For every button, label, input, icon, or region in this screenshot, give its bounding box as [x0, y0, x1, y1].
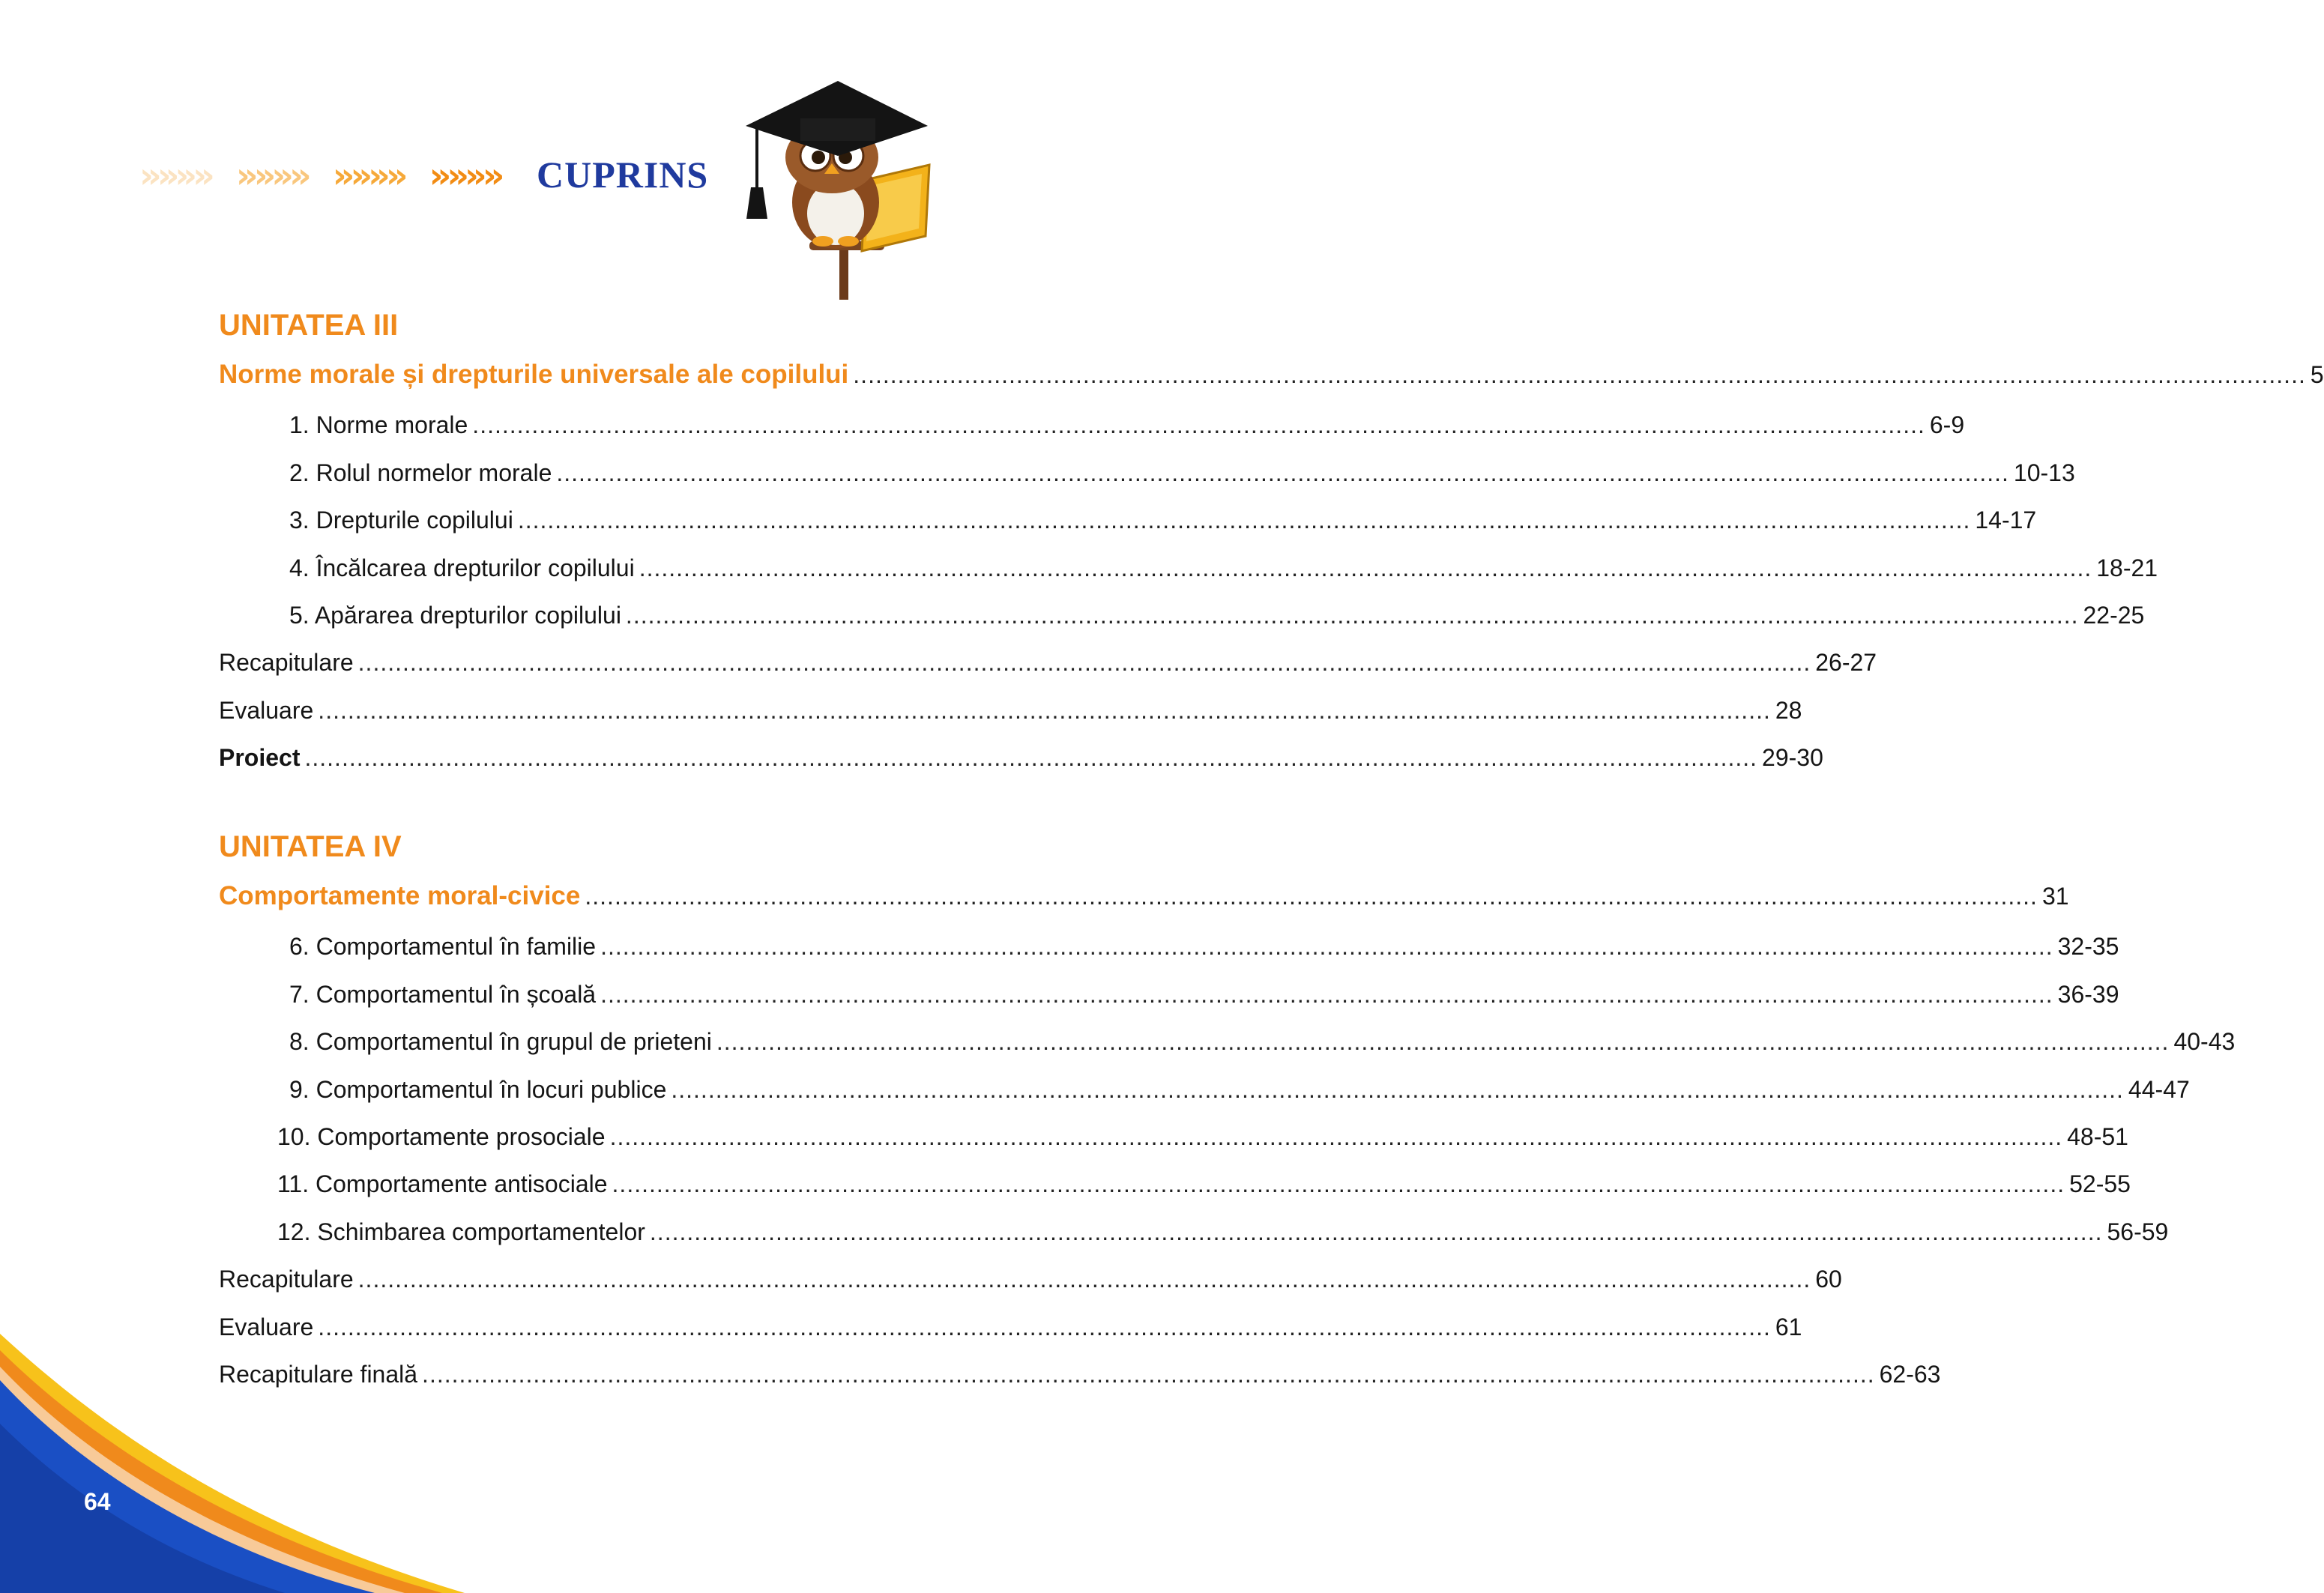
toc-leader: .................................................................................................................................................................................................... [318, 697, 1771, 724]
toc-lesson-title: 6. Comportamentul în familie [289, 933, 597, 960]
toc-extra-row[interactable] [219, 743, 1823, 773]
toc-lesson-title: 2. Rolul normelor morale [289, 459, 552, 486]
toc-lesson-row[interactable] [277, 1122, 2128, 1152]
toc-extra-row[interactable] [219, 695, 1802, 725]
toc-extra-title: Recapitulare [219, 1266, 354, 1293]
toc-leader: .................................................................................................................................................................................................... [671, 1076, 2124, 1103]
toc-page-number: 18-21 [2096, 554, 2158, 581]
toc-page-number: 32-35 [2057, 933, 2119, 960]
toc-page-number: 14-17 [1975, 507, 2037, 533]
chevron-icon: »»»» [332, 155, 404, 196]
chevron-icon: »»»» [235, 155, 307, 196]
toc-leader: .................................................................................................................................................................................................... [304, 744, 1758, 771]
toc-leader: .................................................................................................................................................................................................... [600, 933, 2053, 960]
toc-page-number: 6-9 [1929, 411, 1965, 438]
toc-leader: .................................................................................................................................................................................................... [716, 1028, 2170, 1055]
toc-section-title: Norme morale și drepturile universale ale copilului [219, 360, 849, 389]
toc-page-number: 26-27 [1815, 649, 1877, 676]
toc-page-number: 52-55 [2069, 1170, 2131, 1197]
page-title: CUPRINS [537, 154, 709, 196]
toc-section-row[interactable] [219, 881, 2069, 911]
toc-leader: .................................................................................................................................................................................................... [357, 1266, 1811, 1293]
chevron-icon: »»»» [429, 155, 501, 196]
toc-page-number: 10-13 [2013, 459, 2075, 486]
toc-page-number: 40-43 [2173, 1028, 2236, 1055]
corner-swoosh [0, 1334, 465, 1593]
toc-page-number: 44-47 [2128, 1076, 2190, 1103]
header-chevrons [139, 156, 501, 195]
toc-section-row[interactable] [219, 360, 2324, 390]
unit-heading: UNITATEA III [219, 309, 399, 342]
toc-lesson-title: 12. Schimbarea comportamentelor [277, 1218, 645, 1245]
toc-page-number: 62-63 [1879, 1361, 1941, 1388]
toc-lesson-row[interactable] [289, 553, 2158, 583]
toc-lesson-row[interactable] [289, 1027, 2236, 1057]
toc-leader: .................................................................................................................................................................................................... [853, 361, 2306, 388]
toc-page-number: 60 [1815, 1266, 1842, 1293]
toc-extra-title: Recapitulare finală [219, 1361, 418, 1388]
toc-leader: .................................................................................................................................................................................................... [585, 883, 2038, 910]
toc-lesson-title: 7. Comportamentul în școală [289, 981, 597, 1008]
toc-leader: .................................................................................................................................................................................................... [422, 1361, 1875, 1388]
toc-lesson-row[interactable] [289, 1074, 2190, 1104]
toc-page-number: 5 [2310, 361, 2324, 388]
toc-page-number: 36-39 [2057, 981, 2119, 1008]
toc-leader: .................................................................................................................................................................................................... [612, 1170, 2065, 1197]
toc-lesson-title: 3. Drepturile copilului [289, 507, 513, 533]
chevron-icon: »»»» [139, 155, 211, 196]
toc-page-number: 56-59 [2107, 1218, 2169, 1245]
toc-page-number: 48-51 [2067, 1123, 2128, 1150]
toc-lesson-title: 1. Norme morale [289, 411, 468, 438]
toc-lesson-title: 4. Încălcarea drepturilor copilului [289, 554, 635, 581]
toc-lesson-row[interactable] [289, 505, 2037, 535]
toc-lesson-row[interactable] [277, 1169, 2131, 1199]
toc-leader: .................................................................................................................................................................................................... [318, 1314, 1771, 1340]
toc-leader: .................................................................................................................................................................................................... [472, 411, 1925, 438]
toc-extra-row[interactable] [219, 647, 1877, 677]
toc-extra-title: Proiect [219, 744, 301, 771]
toc-page-number: 31 [2041, 883, 2069, 910]
toc-extra-title: Evaluare [219, 697, 314, 724]
toc-extra-row[interactable] [219, 1264, 1842, 1294]
toc-section-title: Comportamente moral-civice [219, 881, 581, 910]
toc-lesson-title: 9. Comportamentul în locuri publice [289, 1076, 667, 1103]
toc-page-number: 28 [1775, 697, 1802, 724]
toc-lesson-row[interactable] [289, 458, 2075, 488]
toc-lesson-row[interactable] [277, 1217, 2169, 1247]
toc-lesson-title: 11. Comportamente antisociale [277, 1170, 608, 1197]
unit-heading: UNITATEA IV [219, 830, 402, 863]
toc-leader: .................................................................................................................................................................................................... [517, 507, 1971, 533]
toc-leader: .................................................................................................................................................................................................... [556, 459, 2009, 486]
toc-page-number: 29-30 [1762, 744, 1823, 771]
page-number: 64 [84, 1488, 111, 1515]
toc-leader: .................................................................................................................................................................................................... [609, 1123, 2063, 1150]
toc-lesson-title: 5. Apărarea drepturilor copilului [289, 602, 621, 629]
toc-leader: .................................................................................................................................................................................................... [357, 649, 1811, 676]
toc-extra-title: Evaluare [219, 1314, 314, 1340]
owl-graduate-icon [734, 75, 952, 300]
toc-lesson-title: 10. Comportamente prosociale [277, 1123, 606, 1150]
toc-leader: .................................................................................................................................................................................................... [625, 602, 2079, 629]
toc-lesson-row[interactable] [289, 600, 2145, 630]
toc-page-number: 22-25 [2083, 602, 2145, 629]
toc-leader: .................................................................................................................................................................................................... [639, 554, 2092, 581]
toc-page-number: 61 [1775, 1314, 1802, 1340]
toc-leader: .................................................................................................................................................................................................... [600, 981, 2053, 1008]
toc-lesson-row[interactable] [289, 410, 1965, 440]
toc-leader: .................................................................................................................................................................................................... [649, 1218, 2103, 1245]
toc-lesson-row[interactable] [289, 931, 2119, 961]
toc-extra-title: Recapitulare [219, 649, 354, 676]
toc-lesson-title: 8. Comportamentul în grupul de prieteni [289, 1028, 712, 1055]
toc-lesson-row[interactable] [289, 979, 2119, 1009]
